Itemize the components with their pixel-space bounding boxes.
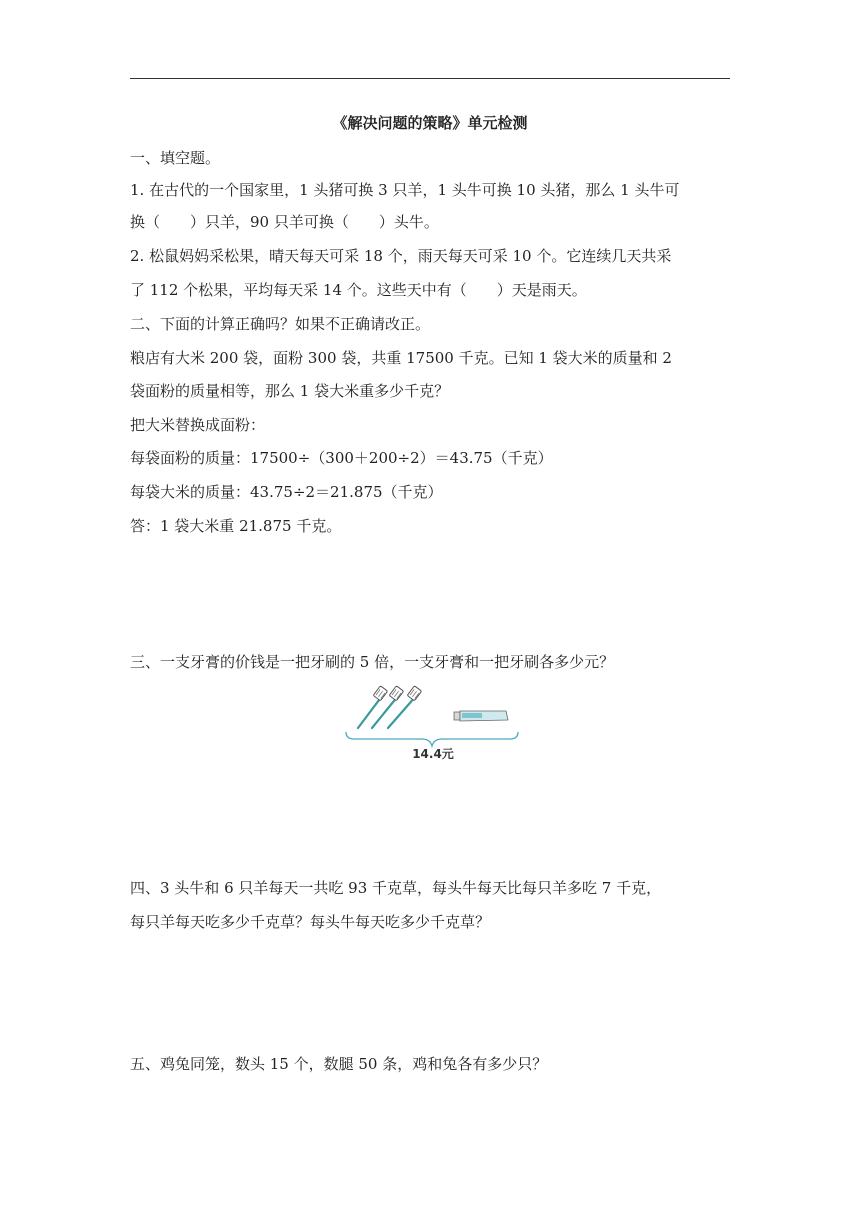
- section2-step1: 把大米替换成面粉：: [130, 416, 266, 434]
- q1-line2: 换（ ）只羊，90 只羊可换（ ）头牛。: [130, 213, 439, 231]
- section4-line2: 每只羊每天吃多少千克草？每头牛每天吃多少千克草？: [130, 913, 491, 931]
- total-brace: [346, 732, 518, 746]
- section2-answer: 答：1 袋大米重 21.875 千克。: [130, 517, 342, 535]
- q2-line1: 2. 松鼠妈妈采松果，晴天每天可采 18 个，雨天每天可采 10 个。它连续几天共采: [130, 247, 672, 265]
- page-title: 《解决问题的策略》单元检测: [332, 114, 528, 132]
- section3-heading: 三、一支牙膏的价钱是一把牙刷的 5 倍，一支牙膏和一把牙刷各多少元？: [130, 653, 615, 671]
- q1-line1: 1. 在古代的一个国家里，1 头猪可换 3 只羊，1 头牛可换 10 头猪，那么 1 头牛可: [130, 181, 680, 199]
- section2-heading: 二、下面的计算正确吗？如果不正确请改正。: [130, 315, 431, 333]
- section2-problem-line1: 粮店有大米 200 袋，面粉 300 袋，共重 17500 千克。已知 1 袋大米的质量和 2: [130, 349, 672, 367]
- figure-total-label: 14.4元: [412, 747, 454, 761]
- section4-line1: 四、3 头牛和 6 只羊每天一共吃 93 千克草，每头牛每天比每只羊多吃 7 千克，: [130, 879, 662, 897]
- toothbrush-icon: [358, 686, 388, 728]
- section2-problem-line2: 袋面粉的质量相等，那么 1 袋大米重多少千克？: [130, 382, 450, 400]
- toothpaste-icon: [454, 711, 508, 721]
- section2-step2: 每袋面粉的质量：17500÷（300＋200÷2）＝43.75（千克）: [130, 449, 553, 467]
- header-rule: [130, 78, 730, 79]
- section2-step3: 每袋大米的质量：43.75÷2＝21.875（千克）: [130, 483, 443, 501]
- q2-line2: 了 112 个松果，平均每天采 14 个。这些天中有（ ）天是雨天。: [130, 281, 587, 299]
- section5-line1: 五、鸡兔同笼，数头 15 个，数腿 50 条，鸡和兔各有多少只？: [130, 1055, 548, 1073]
- section1-heading: 一、填空题。: [130, 149, 221, 167]
